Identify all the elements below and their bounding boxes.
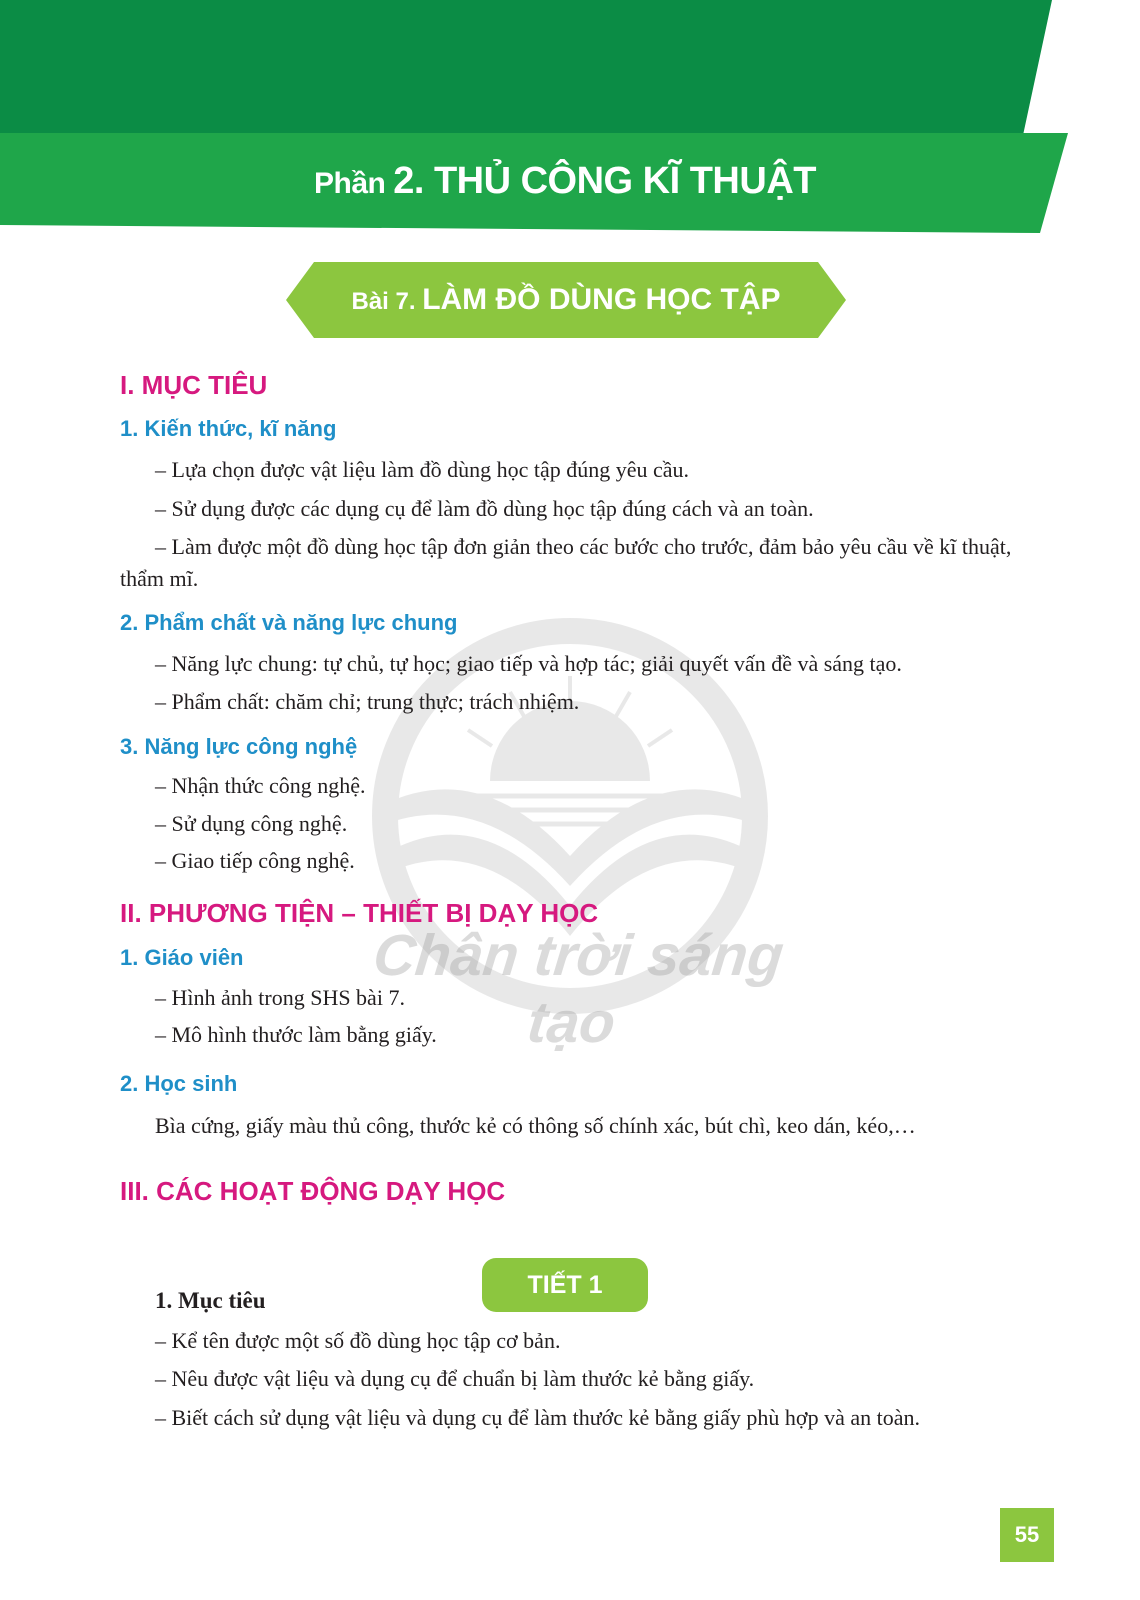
list-item: – Nêu được vật liệu và dụng cụ để chuẩn bị làm thước kẻ bằng giấy. bbox=[155, 1366, 755, 1391]
section-1-sub-3-heading: 3. Năng lực công nghệ bbox=[120, 734, 358, 759]
list-item: – Năng lực chung: tự chủ, tự học; giao tiếp và hợp tác; giải quyết vấn đề và sáng tạo. bbox=[155, 651, 902, 676]
tiet-badge: TIẾT 1 bbox=[482, 1258, 648, 1312]
watermark-text: Chân trời sáng tạo bbox=[370, 923, 787, 1055]
section-3-heading: III. CÁC HOẠT ĐỘNG DẠY HỌC bbox=[120, 1176, 506, 1206]
list-item: – Sử dụng được các dụng cụ để làm đồ dùng học tập đúng cách và an toàn. bbox=[155, 496, 814, 521]
top-banner bbox=[0, 0, 1140, 140]
section-2-heading: II. PHƯƠNG TIỆN – THIẾT BỊ DẠY HỌC bbox=[120, 898, 599, 928]
list-item: – Kể tên được một số đồ dùng học tập cơ bản. bbox=[155, 1328, 561, 1353]
objective-heading: 1. Mục tiêu bbox=[155, 1288, 266, 1313]
list-item: – Phẩm chất: chăm chỉ; trung thực; trách nhiệm. bbox=[155, 689, 580, 714]
section-2-sub-1-heading: 1. Giáo viên bbox=[120, 945, 244, 970]
lesson-title-main: LÀM ĐỒ DÙNG HỌC TẬP bbox=[422, 283, 781, 316]
page-number: 55 bbox=[1000, 1508, 1054, 1562]
list-item: – Làm được một đồ dùng học tập đơn giản theo các bước cho trước, đảm bảo yêu cầu về kĩ thuật, thẩm mĩ. bbox=[120, 534, 1012, 591]
section-1-sub-1-heading: 1. Kiến thức, kĩ năng bbox=[120, 416, 337, 441]
section-1-sub-2-heading: 2. Phẩm chất và năng lực chung bbox=[120, 610, 458, 635]
list-item: – Lựa chọn được vật liệu làm đồ dùng học tập đúng yêu cầu. bbox=[155, 457, 690, 482]
list-item: – Sử dụng công nghệ. bbox=[155, 811, 348, 836]
paragraph: Bìa cứng, giấy màu thủ công, thước kẻ có thông số chính xác, bút chì, keo dán, kéo,… bbox=[155, 1113, 916, 1138]
list-item: – Hình ảnh trong SHS bài 7. bbox=[155, 985, 405, 1010]
lesson-title bbox=[286, 262, 846, 338]
list-item: – Giao tiếp công nghệ. bbox=[155, 848, 355, 873]
part-title-prefix: Phần bbox=[314, 167, 394, 200]
section-2-sub-2-heading: 2. Học sinh bbox=[120, 1071, 238, 1096]
part-title-main: 2. THỦ CÔNG KĨ THUẬT bbox=[393, 160, 816, 202]
list-item: – Nhận thức công nghệ. bbox=[155, 773, 366, 798]
lesson-title-prefix: Bài 7. bbox=[351, 288, 423, 315]
section-1-heading: I. MỤC TIÊU bbox=[120, 370, 268, 400]
part-title bbox=[0, 160, 1130, 203]
list-item: – Biết cách sử dụng vật liệu và dụng cụ để làm thước kẻ bằng giấy phù hợp và an toàn. bbox=[155, 1405, 920, 1430]
list-item: – Mô hình thước làm bằng giấy. bbox=[155, 1022, 437, 1047]
